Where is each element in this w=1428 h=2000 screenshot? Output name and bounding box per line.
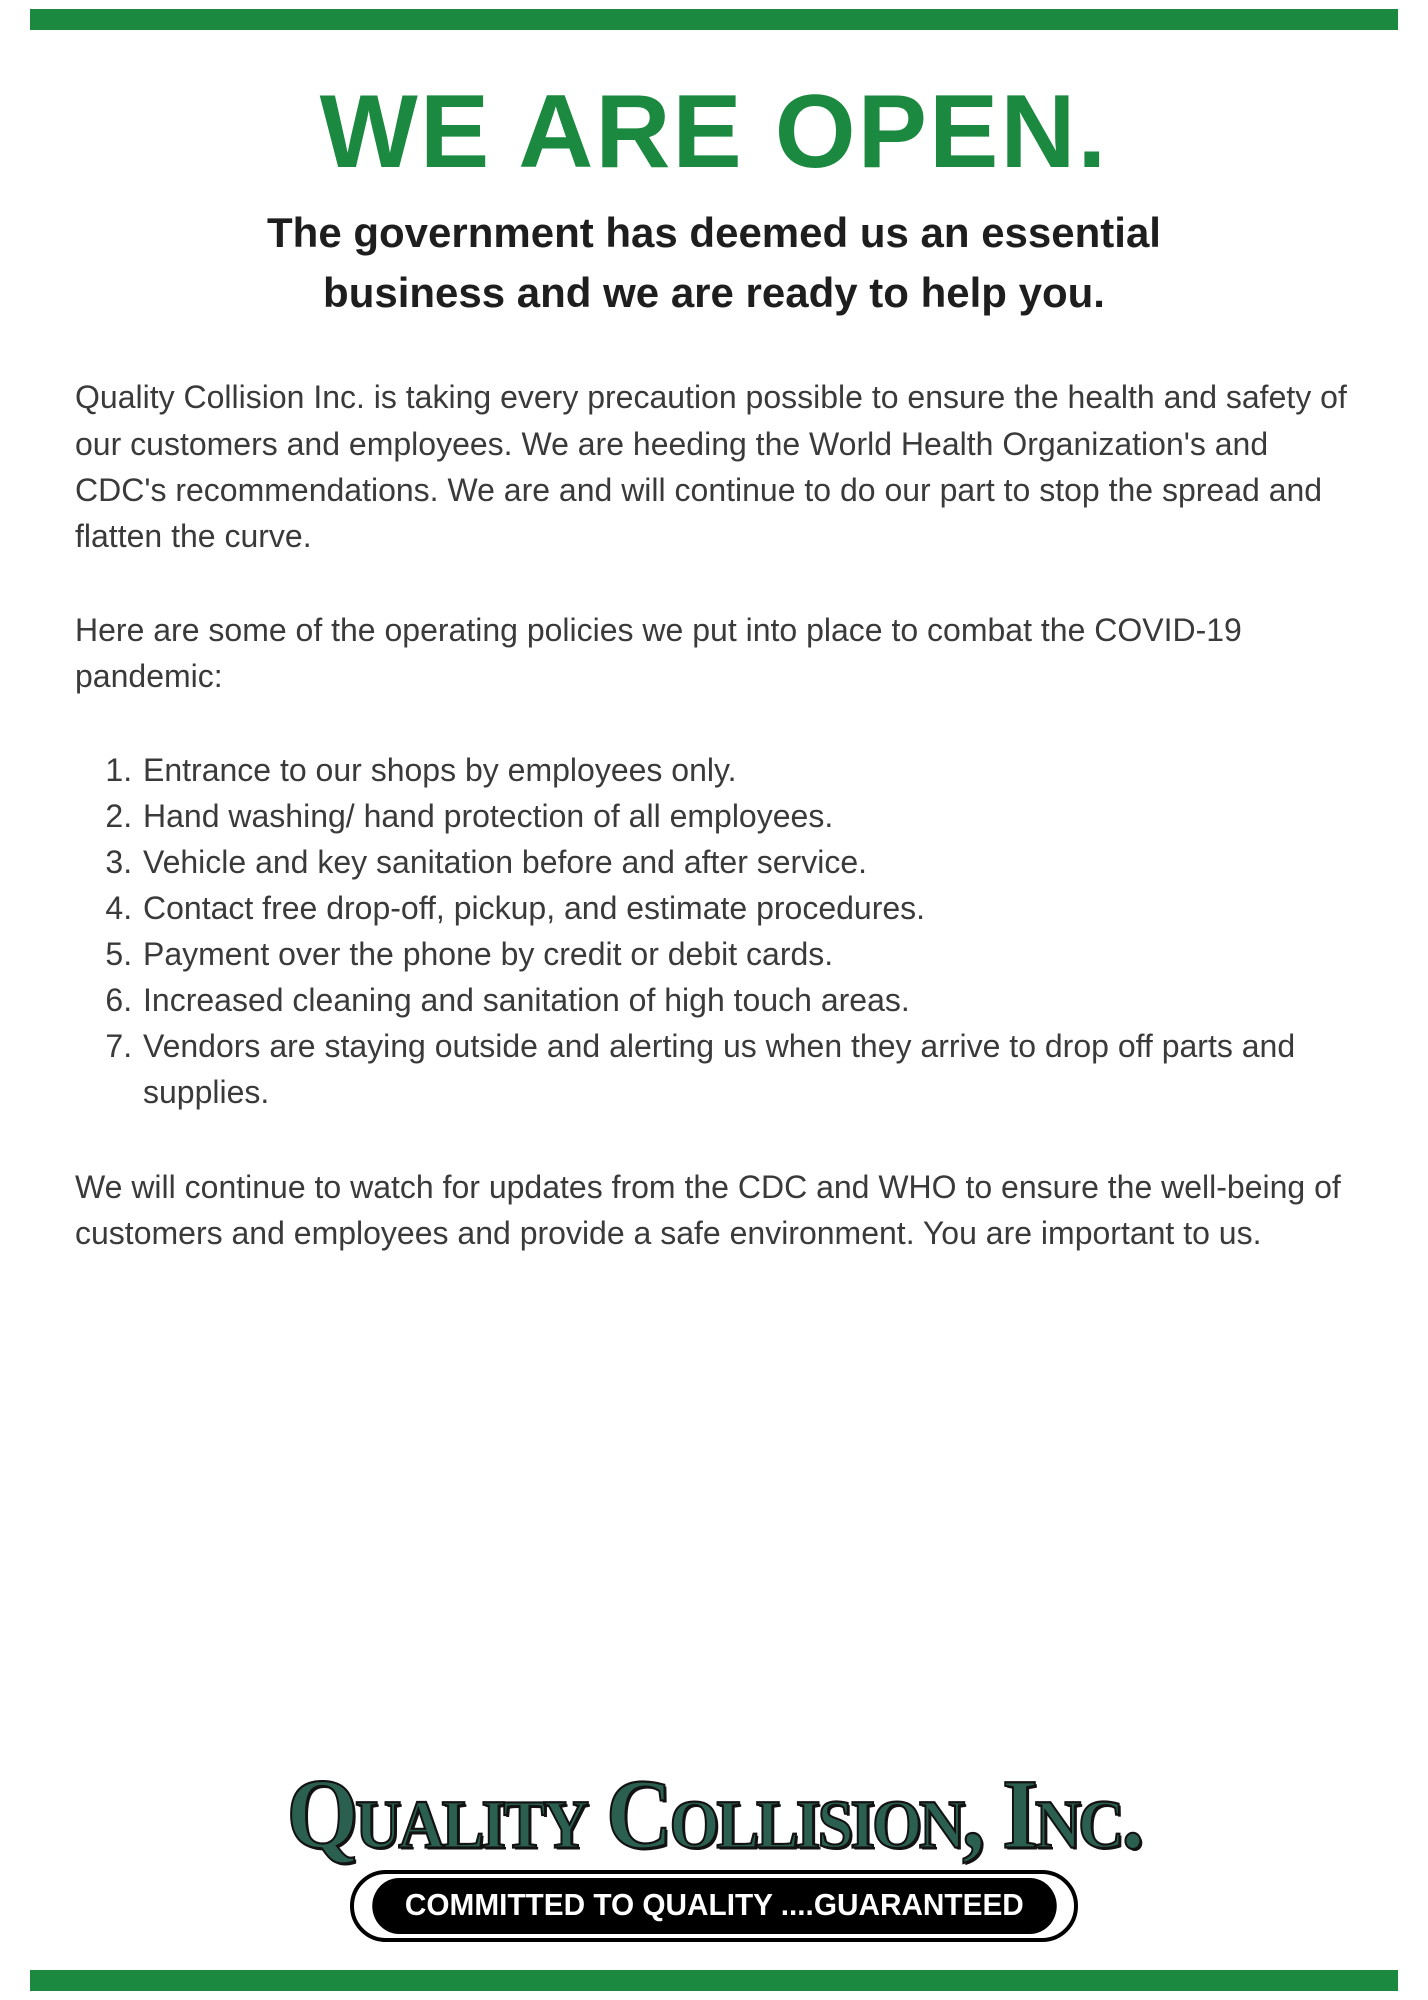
- tagline-text: COMMITTED TO QUALITY ....GUARANTEED: [372, 1878, 1056, 1934]
- closing-paragraph: We will continue to watch for updates from the CDC and WHO to ensure the well-being of customers and employees and provide a safe environment. You are important to us.: [75, 1168, 1341, 1251]
- policy-item: 2. Hand washing/ hand protection of all employees.: [141, 793, 1353, 839]
- flyer-footer: [0, 1758, 1428, 1942]
- top-accent-bar: [30, 9, 1398, 30]
- page-subtitle: The government has deemed us an essential business and we are ready to help you.: [267, 209, 1161, 316]
- company-logo: Quality Collision, Inc.: [286, 1758, 1142, 1870]
- page-title: WE ARE OPEN.: [319, 74, 1109, 190]
- tagline-badge: [350, 1870, 1079, 1942]
- intro-paragraph: Quality Collision Inc. is taking every precaution possible to ensure the health and safety of our customers and employees. We are heeding the World Health Organization's and CDC's recommendations. We are and will continue to do our part to stop the spread and flatten the curve.: [75, 379, 1347, 554]
- policy-item: 7. Vendors are staying outside and alerting us when they arrive to drop off parts and supplies.: [141, 1023, 1353, 1115]
- policy-item: 4. Contact free drop-off, pickup, and estimate procedures.: [141, 885, 1353, 931]
- policies-lead-paragraph: Here are some of the operating policies we put into place to combat the COVID-19 pandemic:: [75, 611, 1242, 694]
- policy-item: 1. Entrance to our shops by employees only.: [141, 747, 1353, 793]
- flyer-header: [0, 0, 1428, 322]
- policy-item: 5. Payment over the phone by credit or debit cards.: [141, 931, 1353, 977]
- flyer-body: [75, 374, 1353, 1255]
- policy-item: 6. Increased cleaning and sanitation of high touch areas.: [141, 977, 1353, 1023]
- bottom-accent-bar: [30, 1970, 1398, 1991]
- policies-list: [75, 747, 1353, 1116]
- policy-item: 3. Vehicle and key sanitation before and after service.: [141, 839, 1353, 885]
